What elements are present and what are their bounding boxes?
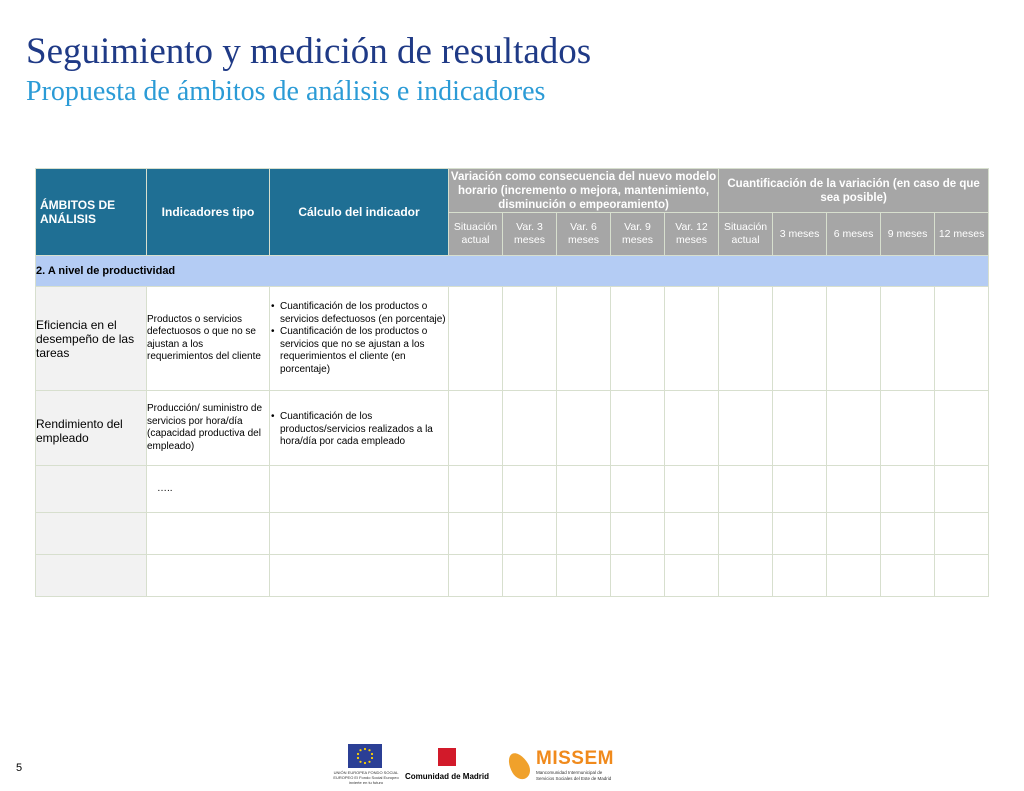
table-row: [36, 466, 989, 513]
page-number: 5: [16, 762, 23, 774]
var-sub-header: Situación actual: [449, 213, 503, 256]
group-header-cuantificacion: Cuantificación de la variación (en caso de que sea posible): [719, 169, 989, 213]
area-cell: Rendimiento del empleado: [36, 391, 147, 466]
area-cell: Eficiencia en el desempeño de las tareas: [36, 287, 147, 391]
indicator-cell: Productos o servicios defectuosos o que no se ajustan a los requerimientos del cliente: [147, 287, 270, 391]
section-row: 2. A nivel de productividad: [36, 256, 989, 287]
cuant-sub-header: Situación actual: [719, 213, 773, 256]
var-sub-header: Var. 3 meses: [503, 213, 557, 256]
var-sub-header: Var. 12 meses: [665, 213, 719, 256]
table-row: [36, 287, 989, 391]
indicators-table: [35, 168, 989, 597]
eu-flag-logo: [348, 744, 382, 768]
cuant-sub-header: 6 meses: [827, 213, 881, 256]
calc-item: • Cuantificación de los productos/servicios realizados a la hora/día por cada empleado: [280, 411, 448, 449]
indicator-cell: Producción/ suministro de servicios por hora/día (capacidad productiva del empleado): [147, 391, 270, 466]
var-sub-header: Var. 6 meses: [557, 213, 611, 256]
eu-logo-caption: UNIÓN EUROPEA FONDO SOCIAL EUROPEO El Fondo Social Europeo invierte en tu futuro: [333, 770, 399, 785]
cuant-sub-header: 3 meses: [773, 213, 827, 256]
calc-item: • Cuantificación de los productos o servicios que no se ajustan a los requerimientos el cliente (en porcentaje): [280, 326, 448, 376]
col-header-ambitos: ÁMBITOS DE ANÁLISIS: [36, 169, 147, 256]
cuant-sub-header: 12 meses: [935, 213, 989, 256]
calc-item: • Cuantificación de los productos o servicios defectuosos (en porcentaje): [280, 301, 448, 326]
group-header-variacion: Variación como consecuencia del nuevo modelo horario (incremento o mejora, mantenimiento, disminución o empeoramiento): [449, 169, 719, 213]
page-title: Seguimiento y medición de resultados: [26, 31, 592, 72]
star-flag-icon: [438, 748, 456, 766]
col-header-calculo: Cálculo del indicador: [270, 169, 449, 256]
calc-cell: [270, 391, 449, 466]
page-subtitle: Propuesta de ámbitos de análisis e indicadores: [26, 76, 546, 107]
cuant-sub-header: 9 meses: [881, 213, 935, 256]
col-header-indicadores: Indicadores tipo: [147, 169, 270, 256]
missem-logo: MISSEM Mancomunidad Intermunicipal de Servicios Sociales del Este de Madrid: [502, 746, 612, 790]
indicator-cell: …..: [147, 466, 270, 513]
table-row: [36, 555, 989, 597]
area-cell: [36, 466, 147, 513]
table-row: [36, 513, 989, 555]
calc-cell: [270, 287, 449, 391]
drop-icon: [504, 749, 534, 782]
table-row: [36, 391, 989, 466]
var-sub-header: Var. 9 meses: [611, 213, 665, 256]
